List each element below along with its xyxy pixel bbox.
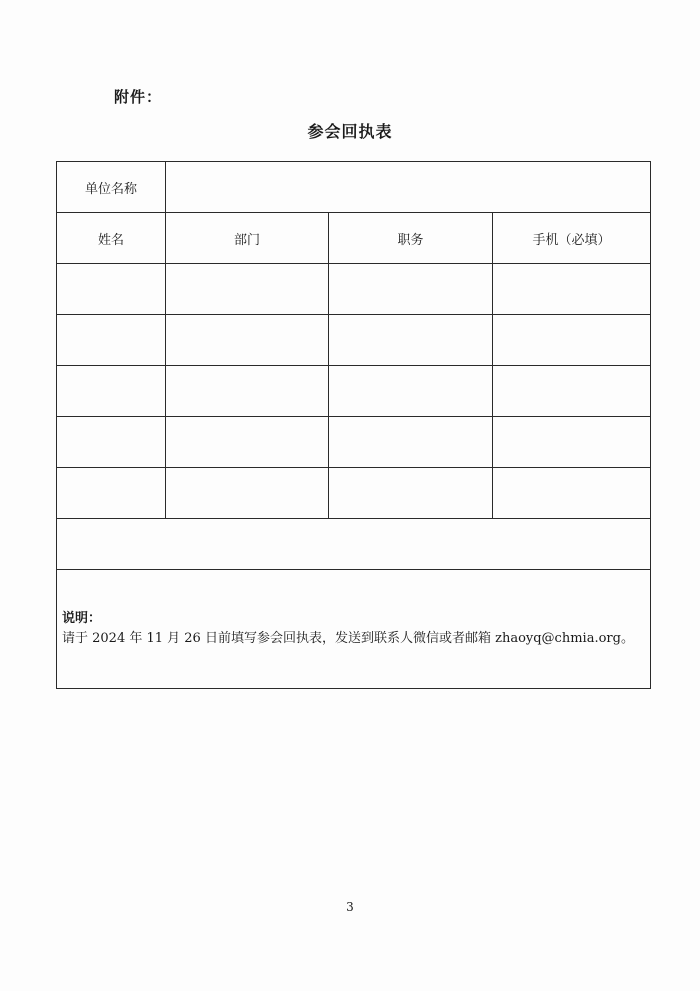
- column-header-position: 职务: [329, 213, 493, 263]
- attachment-label: 附件：: [114, 88, 163, 106]
- column-header-phone: 手机（必填）: [532, 232, 611, 248]
- phone-cell[interactable]: [493, 366, 650, 416]
- blank-row: [57, 519, 650, 570]
- reply-form-table: [56, 161, 651, 689]
- table-row: [57, 315, 650, 366]
- document-title: 参会回执表: [307, 122, 393, 141]
- position-cell[interactable]: [329, 315, 493, 365]
- notes-section: [62, 609, 645, 649]
- phone-cell[interactable]: [493, 264, 650, 314]
- unit-name-row: [57, 162, 650, 213]
- phone-cell[interactable]: [493, 417, 650, 467]
- unit-name-label: 单位名称: [57, 162, 166, 212]
- phone-cell[interactable]: [493, 315, 650, 365]
- page-number: 3: [346, 900, 354, 914]
- position-cell[interactable]: [329, 468, 493, 518]
- name-cell[interactable]: [57, 315, 166, 365]
- unit-name-field[interactable]: [166, 162, 650, 212]
- column-header-department: 部门: [166, 213, 329, 263]
- table-row: [57, 366, 650, 417]
- header-row: [57, 213, 650, 264]
- table-row: [57, 264, 650, 315]
- name-cell[interactable]: [57, 417, 166, 467]
- department-cell[interactable]: [166, 417, 329, 467]
- name-cell[interactable]: [57, 366, 166, 416]
- table-row: [57, 468, 650, 519]
- position-cell[interactable]: [329, 264, 493, 314]
- name-cell[interactable]: [57, 264, 166, 314]
- blank-row-cell[interactable]: [57, 519, 650, 569]
- department-cell[interactable]: [166, 468, 329, 518]
- department-cell[interactable]: [166, 315, 329, 365]
- column-header-name: 姓名: [57, 213, 166, 263]
- name-cell[interactable]: [57, 468, 166, 518]
- position-cell[interactable]: [329, 366, 493, 416]
- department-cell[interactable]: [166, 264, 329, 314]
- phone-cell[interactable]: [493, 468, 650, 518]
- notes-title: 说明：: [62, 611, 102, 626]
- notes-text: 请于 2024 年 11 月 26 日前填写参会回执表，发送到联系人微信或者邮箱 zhaoyq@chmia.org。: [62, 631, 634, 646]
- position-cell[interactable]: [329, 417, 493, 467]
- department-cell[interactable]: [166, 366, 329, 416]
- table-row: [57, 417, 650, 468]
